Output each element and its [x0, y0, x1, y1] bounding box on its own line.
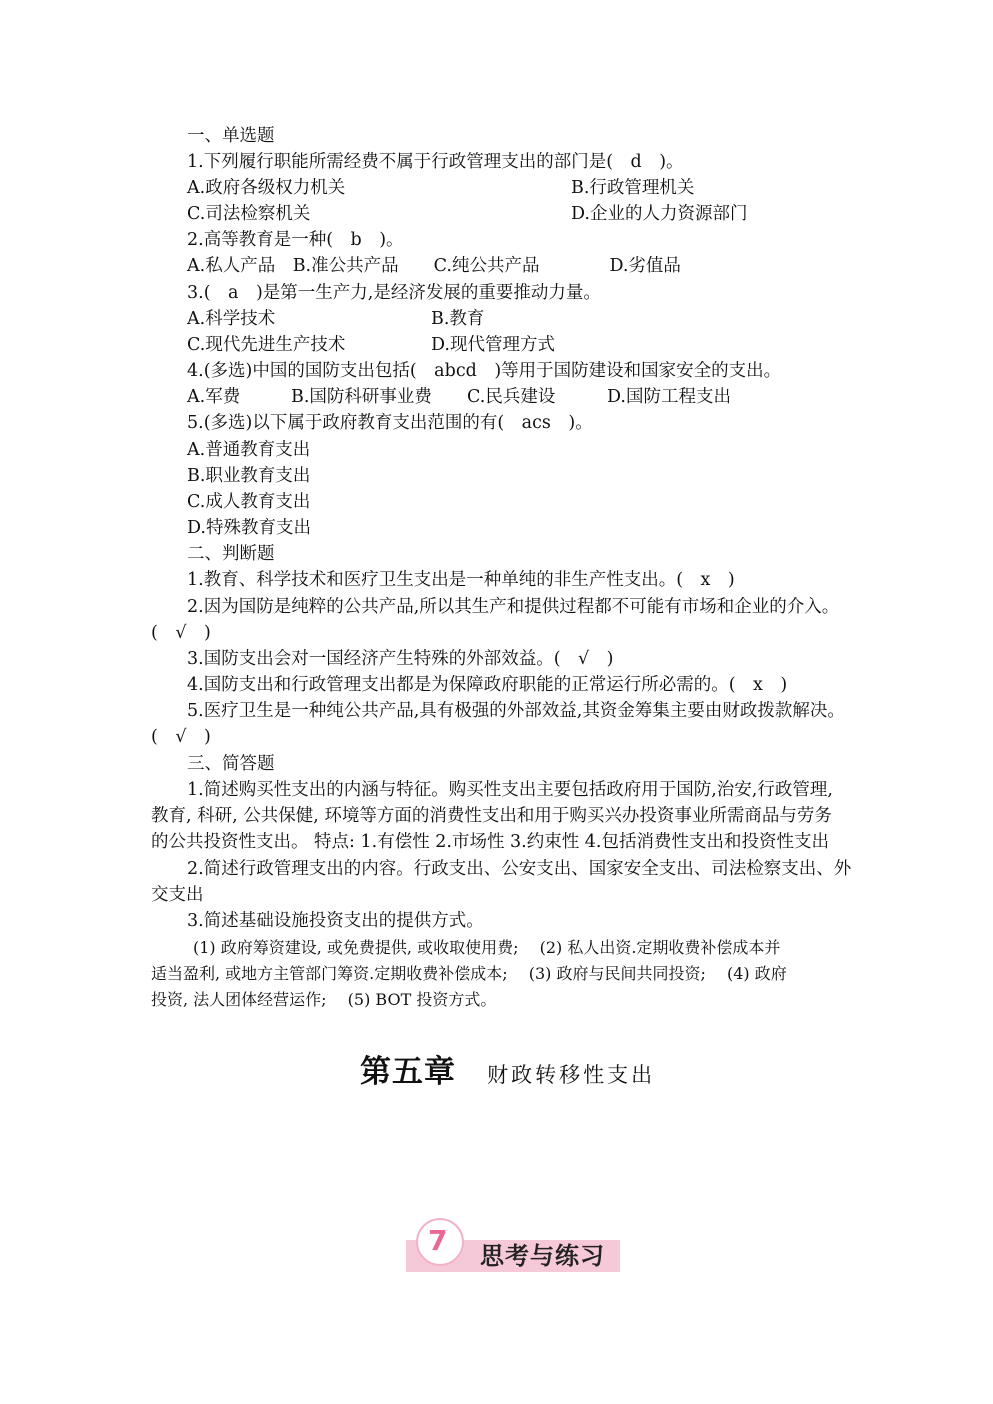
short-answer-1-line-3: 的公共投资性支出。 特点: 1.有偿性 2.市场性 3.约束性 4.包括消费性支出和投资性支出	[151, 832, 829, 852]
short-answer-3-line-1: (1) 政府筹资建设, 或免费提供, 或收取使用费; (2) 私人出资.定期收费补偿成本并	[193, 938, 781, 957]
question-5-option-c: C.成人教育支出	[187, 492, 311, 512]
judge-item-1: 1.教育、科学技术和医疗卫生支出是一种单纯的非生产性支出。( x )	[187, 570, 735, 590]
short-answer-1-line-1: 1.简述购买性支出的内涵与特征。购买性支出主要包括政府用于国防,治安,行政管理,	[187, 780, 833, 800]
section-heading-single-choice: 一、单选题	[187, 126, 275, 146]
question-1-option-a: A.政府各级权力机关	[187, 178, 346, 198]
chapter-heading	[360, 1046, 655, 1091]
question-4-option-a: A.军费	[187, 387, 241, 407]
section-heading-short-answer: 三、简答题	[187, 754, 275, 774]
question-4-option-c: C.民兵建设	[467, 387, 556, 407]
short-answer-2-line-1: 2.简述行政管理支出的内容。行政支出、公安支出、国家安全支出、司法检察支出、外	[187, 859, 852, 879]
short-answer-3-line-3: 投资, 法人团体经营运作; (5) BOT 投资方式。	[151, 990, 497, 1009]
question-3-stem: 3.( a )是第一生产力,是经济发展的重要推动力量。	[187, 283, 601, 303]
question-4-option-b: B.国防科研事业费	[291, 387, 432, 407]
question-3-option-c: C.现代先进生产技术	[187, 335, 346, 355]
question-1-option-c: C.司法检察机关	[187, 204, 311, 224]
judge-item-2-answer: ( √ )	[151, 623, 211, 643]
question-5-option-b: B.职业教育支出	[187, 466, 311, 486]
question-5-option-a: A.普通教育支出	[187, 440, 311, 460]
short-answer-3-line-2: 适当盈利, 或地方主管部门筹资.定期收费补偿成本; (3) 政府与民间共同投资; (4) 政府	[151, 964, 787, 983]
judge-item-3: 3.国防支出会对一国经济产生特殊的外部效益。( √ )	[187, 649, 614, 669]
question-1-option-b: B.行政管理机关	[571, 178, 695, 198]
short-answer-2-line-2: 交支出	[151, 885, 204, 905]
question-2-stem: 2.高等教育是一种( b )。	[187, 230, 404, 250]
question-3-option-d: D.现代管理方式	[431, 335, 555, 355]
question-4-option-d: D.国防工程支出	[607, 387, 731, 407]
practice-badge	[406, 1218, 620, 1276]
judge-item-5-answer: ( √ )	[151, 727, 211, 747]
question-4-stem: 4.(多选)中国的国防支出包括( abcd )等用于国防建设和国家安全的支出。	[187, 361, 782, 381]
question-5-stem: 5.(多选)以下属于政府教育支出范围的有( acs )。	[187, 413, 593, 433]
question-5-option-d: D.特殊教育支出	[187, 518, 311, 538]
short-answer-1-line-2: 教育, 科研, 公共保健, 环境等方面的消费性支出和用于购买兴办投资事业所需商品与劳务	[151, 806, 832, 826]
short-answer-3-title: 3.简述基础设施投资支出的提供方式。	[187, 911, 484, 931]
question-3-option-b: B.教育	[431, 309, 485, 329]
question-2-options: A.私人产品 B.准公共产品 C.纯公共产品 D.劣值品	[187, 256, 681, 276]
judge-item-5: 5.医疗卫生是一种纯公共产品,具有极强的外部效益,其资金筹集主要由财政拨款解决。	[187, 701, 845, 721]
badge-number: 7	[428, 1224, 448, 1257]
chapter-title: 财政转移性支出	[487, 1063, 656, 1087]
badge-label: 思考与练习	[480, 1241, 605, 1270]
question-1-stem: 1.下列履行职能所需经费不属于行政管理支出的部门是( d )。	[187, 152, 684, 172]
judge-item-4: 4.国防支出和行政管理支出都是为保障政府职能的正常运行所必需的。( x )	[187, 675, 788, 695]
question-1-option-d: D.企业的人力资源部门	[571, 204, 748, 224]
question-3-option-a: A.科学技术	[187, 309, 276, 329]
judge-item-2: 2.因为国防是纯粹的公共产品,所以其生产和提供过程都不可能有市场和企业的介入。	[187, 597, 840, 617]
section-heading-judge: 二、判断题	[187, 544, 275, 564]
chapter-number: 第五章	[360, 1054, 456, 1090]
